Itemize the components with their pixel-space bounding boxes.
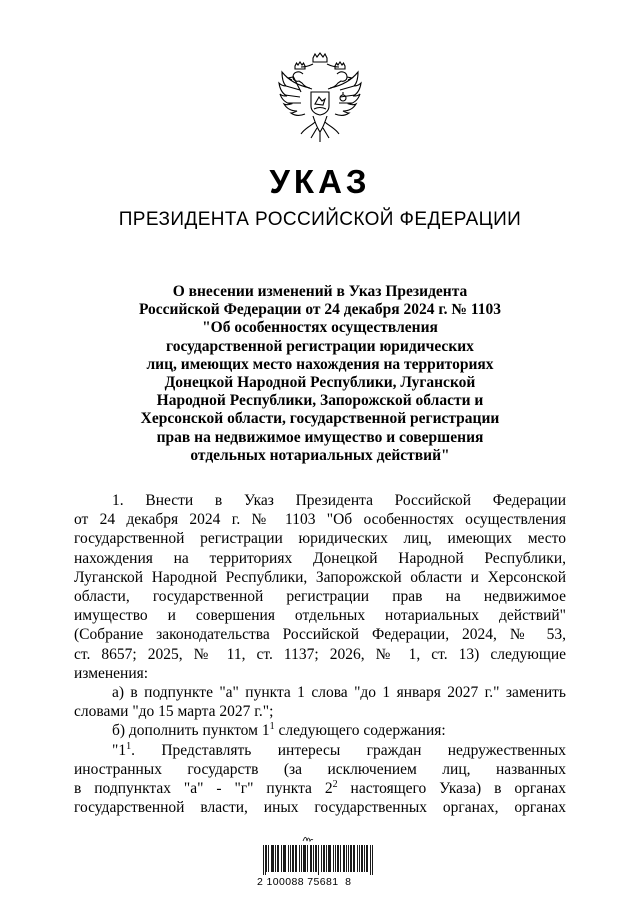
text-run: следующего содержания: bbox=[274, 722, 446, 740]
body-line bbox=[74, 741, 566, 760]
text-run: . Представлять интересы граждан недружественных bbox=[131, 741, 566, 759]
body-line: области, государственной регистрации прав на недвижимое bbox=[74, 588, 566, 606]
body-line: Луганской Народной Республики, Запорожской области и Херсонской bbox=[74, 568, 566, 586]
text-run: б) дополнить пунктом 1 bbox=[112, 722, 270, 740]
body-line: (Собрание законодательства Российской Федерации, 2024, № 53, bbox=[74, 626, 566, 644]
heading-line: Российской Федерации от 24 декабря 2024 г. № 1103 bbox=[138, 301, 502, 319]
heading-line: лиц, имеющих место нахождения на территориях bbox=[146, 355, 494, 373]
heading-line: Народной Республики, Запорожской области и bbox=[156, 392, 484, 410]
body-line: а) в подпункте "а" пункта 1 слова "до 1 января 2027 г." заменить bbox=[112, 684, 566, 702]
barcode-number: 2 100088 75681 8 bbox=[257, 876, 352, 888]
barcode-icon bbox=[263, 845, 373, 875]
decree-body bbox=[74, 491, 566, 817]
heading-line: О внесении изменений в Указ Президента bbox=[172, 283, 468, 300]
text-run: в подпунктах "а" - "г" пункта 2 bbox=[74, 780, 333, 798]
superscript: 2 bbox=[332, 779, 338, 791]
body-line: 1. Внести в Указ Президента Российской Федерации bbox=[112, 492, 566, 509]
body-line: ст. 8657; 2025, № 11, ст. 1137; 2026, № 1, ст. 13) следующие bbox=[74, 645, 566, 663]
body-line: иностранных государств (за исключением лиц, названных bbox=[74, 760, 566, 778]
text-run: настоящего Указа) в органах bbox=[337, 780, 566, 798]
document-subtitle: ПРЕЗИДЕНТА РОССИЙСКОЙ ФЕДЕРАЦИИ bbox=[118, 209, 522, 230]
heading-line: прав на недвижимое имущество и совершения bbox=[156, 428, 484, 446]
heading-line: Херсонской области, государственной регистрации bbox=[140, 410, 500, 428]
decree-heading bbox=[100, 283, 540, 465]
body-line: от 24 декабря 2024 г. № 1103 "Об особенностях осуществления bbox=[74, 511, 566, 529]
heading-line: государственной регистрации юридических bbox=[166, 337, 474, 355]
body-line bbox=[74, 721, 566, 740]
body-line: изменения: bbox=[74, 664, 149, 682]
body-line bbox=[74, 779, 566, 798]
scribble-mark-icon bbox=[302, 835, 314, 843]
coat-of-arms-icon bbox=[277, 52, 363, 144]
superscript: 1 bbox=[269, 721, 275, 733]
heading-line: "Об особенностях осуществления bbox=[202, 319, 438, 337]
document-title: УКАЗ bbox=[269, 163, 371, 200]
body-line: государственной власти, иных государственных органах, органах bbox=[74, 799, 566, 817]
heading-line: отдельных нотариальных действий" bbox=[190, 446, 450, 464]
body-line: имущество и совершения отдельных нотариальных действий" bbox=[74, 607, 566, 625]
text-run: "1 bbox=[112, 741, 127, 759]
body-line: нахождения на территориях Донецкой Народной Республики, bbox=[74, 549, 566, 567]
superscript: 1 bbox=[126, 740, 132, 752]
body-line: государственной регистрации юридических лиц, имеющих место bbox=[74, 530, 566, 548]
body-line: словами "до 15 марта 2027 г."; bbox=[74, 703, 274, 721]
heading-line: Донецкой Народной Республики, Луганской bbox=[164, 374, 476, 392]
